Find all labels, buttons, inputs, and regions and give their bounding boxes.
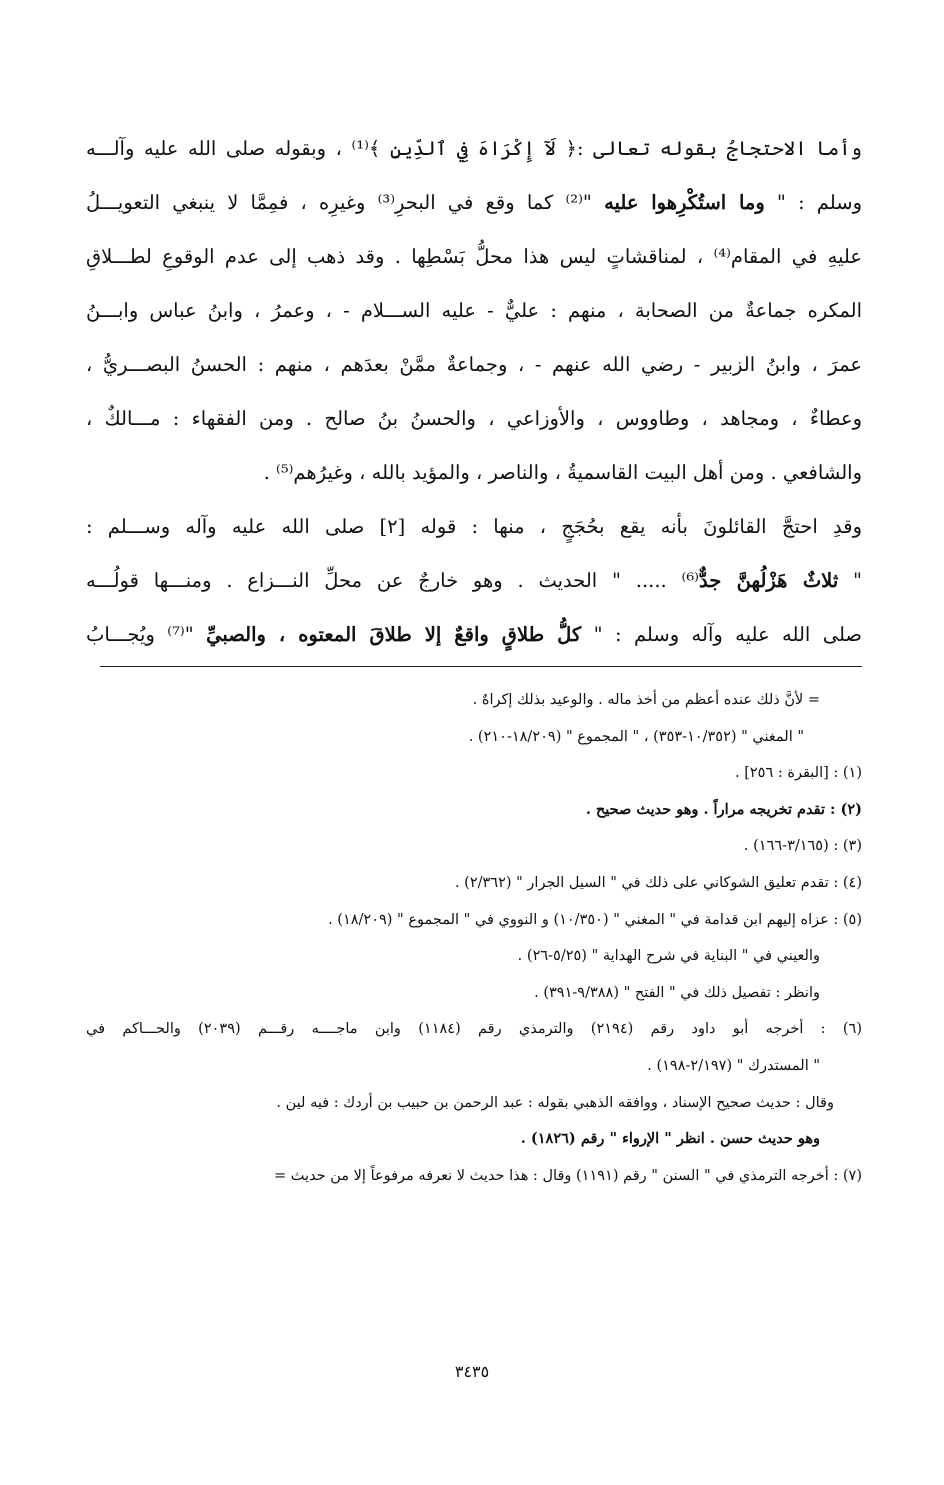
footnote-5: (٥) : عزاه إليهم ابن قدامة في " المغني " (١٠/٣٥٠) و النووي في " المجموع " (١٨/٢٠٩) . [328,911,862,928]
main-line-6: وعطاءٌ ، ومجاهد ، وطاووس ، والأوزاعي ، والحسنُ بنُ صالح . ومن الفقهاء : مـــالكٌ ، [86,407,862,430]
footnote-2: (٢) : تقدم تخريجه مراراً . وهو حديث صحيح . [585,800,862,818]
footnote-6-continuation-a: " المستدرك " (٢/١٩٧-١٩٨) . [647,1057,820,1074]
main-line-1: وأما الاحتجاجُ بقوله تعالى :﴿ لَآ إِكْرَاهَ فِي ٱلدِّينِ ﴾⁽¹⁾ ، وبقوله صلى الله عليه وآلـــه [86,137,862,160]
bold-quotation: وما استُكْرِهوا عليه [604,191,765,214]
footnote-4: (٤) : تقدم تعليق الشوكاني على ذلك في " السيل الجرار " (٢/٣٦٢) . [454,874,862,891]
footnote-5-continuation-b: وانظر : تفصيل ذلك في " الفتح " (٩/٣٨٨-٣٩١) . [534,984,820,1001]
main-line-7: والشافعي . ومن أهل البيت القاسميةُ ، والناصر ، والمؤيد بالله ، وغيرُهم⁽⁵⁾ . [263,461,862,484]
footnote-continuation: = لأنَّ ذلك عنده أعظم من أخذ ماله . والوعيد بذلك إكراهٌ . [472,692,820,708]
footnote-continuation-source: " المغني " (١٠/٣٥٢-٣٥٣) ، " المجموع " (١٨/٢٠٩-٢١٠) . [468,728,804,745]
footnote-6: (٦) : أخرجه أبو داود رقم (٢١٩٤) والترمذي رقم (١١٨٤) وابن ماجــــه رقـــم (٢٠٣٩) والحـــاكم في [86,1021,862,1038]
footnotes-block [86,682,862,1194]
page-number: ٣٤٣٥ [454,1362,490,1381]
footnote-separator [100,666,862,667]
main-line-5: عمرَ ، وابنُ الزبير - رضي الله عنهم - ، وجماعةٌ ممَّنْ بعدَهم ، منهم : الحسنُ البصـــريُّ ، [86,353,862,376]
main-text-block [86,122,862,662]
main-line-3: عليهِ في المقام⁽⁴⁾ ، لمناقشاتٍ ليس هذا محلُّ بَسْطِها . وقد ذهب إلى عدم الوقوعِ لطـــلاقِ [86,245,862,268]
main-line-8: وقدِ احتجَّ القائلونَ بأنه يقع بحُجَجٍ ، منها : قوله [٢] صلى الله عليه وآله وســـلم : [86,515,862,538]
footnote-3: (٣) : (٣/١٦٥-١٦٦) . [743,838,862,855]
footnote-6-continuation-c: وهو حديث حسن . انظر " الإرواء " رقم (١٨٢٦) . [520,1130,820,1148]
footnote-6-continuation-b: وقال : حديث صحيح الإسناد ، ووافقه الذهبي بقوله : عبد الرحمن بن حبيب بن أردك : فيه لين . [276,1094,834,1111]
main-line-9: " ثلاثٌ هَزْلُهنَّ جدٌّ⁽⁶⁾ ..... " الحديث . وهو خارجٌ عن محلِّ النـــزاع . ومنـــها قولُـــه [86,569,862,592]
footnote-1: (١) : [البقرة : ٢٥٦] . [734,765,862,782]
bold-quotation: ثلاثٌ هَزْلُهنَّ جدٌّ [698,569,839,592]
main-line-4: المكره جماعةٌ من الصحابة ، منهم : عليٌّ - عليه الســـلام - ، وعمرُ ، وابنُ عباس وابـــنُ [86,299,862,322]
footnote-5-continuation-a: والعيني في " البناية في شرح الهداية " (٥/٢٥-٢٦) . [517,948,820,965]
bold-quotation: كلُّ طلاقٍ واقعٌ إلا طلاقَ المعتوه ، والصبيِّ [206,623,582,646]
footnote-7: (٧) : أخرجه الترمذي في " السنن " رقم (١١٩١) وقال : هذا حديث لا نعرفه مرفوعاً إلا من حديث = [274,1167,862,1184]
main-line-10: صلى الله عليه وآله وسلم : " كلُّ طلاقٍ واقعٌ إلا طلاقَ المعتوه ، والصبيِّ "⁽⁷⁾ ويُجـــابُ [86,623,862,646]
main-line-2: وسلم : " وما استُكْرِهوا عليه "⁽²⁾ كما وقع في البحرِ⁽³⁾ وغيرِه ، فمِمَّا لا ينبغي التعويـــلُ [86,191,862,214]
